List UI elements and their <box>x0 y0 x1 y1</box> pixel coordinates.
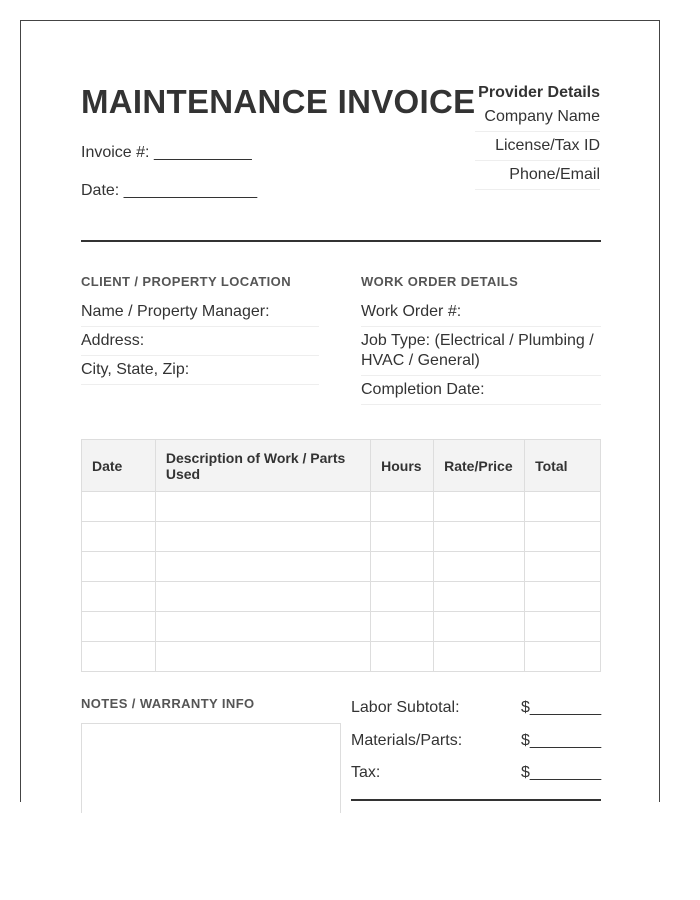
table-cell[interactable] <box>155 552 370 582</box>
date-blank: _______________ <box>123 182 258 199</box>
invoice-page <box>20 20 660 802</box>
col-description: Description of Work / Parts Used <box>155 440 370 492</box>
tax-value: $________ <box>521 764 602 781</box>
notes-box[interactable] <box>81 723 341 813</box>
work-order-heading: WORK ORDER DETAILS <box>361 274 519 289</box>
items-table-header <box>82 440 601 492</box>
table-cell[interactable] <box>525 582 601 612</box>
header-divider <box>81 240 601 242</box>
provider-contact: Phone/Email <box>475 161 600 190</box>
table-cell[interactable] <box>155 612 370 642</box>
client-heading: CLIENT / PROPERTY LOCATION <box>81 274 291 289</box>
table-cell[interactable] <box>82 552 156 582</box>
table-cell[interactable] <box>371 522 434 552</box>
completion-date-field: Completion Date: <box>361 376 601 405</box>
table-cell[interactable] <box>525 492 601 522</box>
table-cell[interactable] <box>434 552 525 582</box>
materials-value: $________ <box>521 732 602 749</box>
job-type-field: Job Type: (Electrical / Plumbing / HVAC / General) <box>361 327 601 376</box>
col-date: Date <box>82 440 156 492</box>
table-cell[interactable] <box>434 642 525 672</box>
client-address-field: Address: <box>81 327 319 356</box>
materials-label: Materials/Parts: <box>351 732 463 749</box>
provider-license: License/Tax ID <box>475 132 600 161</box>
notes-heading: NOTES / WARRANTY INFO <box>81 696 255 711</box>
client-fields <box>81 298 319 385</box>
table-cell[interactable] <box>371 552 434 582</box>
table-cell[interactable] <box>155 642 370 672</box>
table-row <box>82 582 601 612</box>
date-label: Date: <box>81 182 120 199</box>
table-cell[interactable] <box>155 492 370 522</box>
table-cell[interactable] <box>371 582 434 612</box>
table-cell[interactable] <box>434 492 525 522</box>
client-name-field: Name / Property Manager: <box>81 298 319 327</box>
table-row <box>82 642 601 672</box>
summary-divider <box>351 799 601 801</box>
table-cell[interactable] <box>82 492 156 522</box>
invoice-number-field <box>81 144 252 162</box>
table-cell[interactable] <box>434 612 525 642</box>
items-table <box>81 439 601 672</box>
table-cell[interactable] <box>371 612 434 642</box>
table-cell[interactable] <box>525 522 601 552</box>
tax-label: Tax: <box>351 764 381 781</box>
invoice-number-label: Invoice #: <box>81 144 150 161</box>
work-order-fields <box>361 298 601 405</box>
table-cell[interactable] <box>82 642 156 672</box>
col-rate: Rate/Price <box>434 440 525 492</box>
table-cell[interactable] <box>155 582 370 612</box>
table-cell[interactable] <box>434 522 525 552</box>
col-hours: Hours <box>371 440 434 492</box>
provider-company-name: Company Name <box>475 103 600 132</box>
page-title: MAINTENANCE INVOICE <box>81 83 476 120</box>
date-field <box>81 182 257 200</box>
table-cell[interactable] <box>82 612 156 642</box>
table-cell[interactable] <box>371 642 434 672</box>
table-row <box>82 522 601 552</box>
table-cell[interactable] <box>82 582 156 612</box>
table-row <box>82 612 601 642</box>
labor-subtotal-label: Labor Subtotal: <box>351 699 460 716</box>
work-order-number-field: Work Order #: <box>361 298 601 327</box>
col-total: Total <box>525 440 601 492</box>
provider-details <box>475 83 600 190</box>
table-cell[interactable] <box>155 522 370 552</box>
table-cell[interactable] <box>525 612 601 642</box>
table-cell[interactable] <box>371 492 434 522</box>
table-cell[interactable] <box>525 642 601 672</box>
table-cell[interactable] <box>525 552 601 582</box>
table-cell[interactable] <box>82 522 156 552</box>
table-row <box>82 492 601 522</box>
client-city-field: City, State, Zip: <box>81 356 319 385</box>
labor-subtotal-value: $________ <box>521 699 602 716</box>
table-row <box>82 552 601 582</box>
invoice-number-blank: ___________ <box>153 144 252 161</box>
table-cell[interactable] <box>434 582 525 612</box>
provider-heading: Provider Details <box>478 84 600 101</box>
